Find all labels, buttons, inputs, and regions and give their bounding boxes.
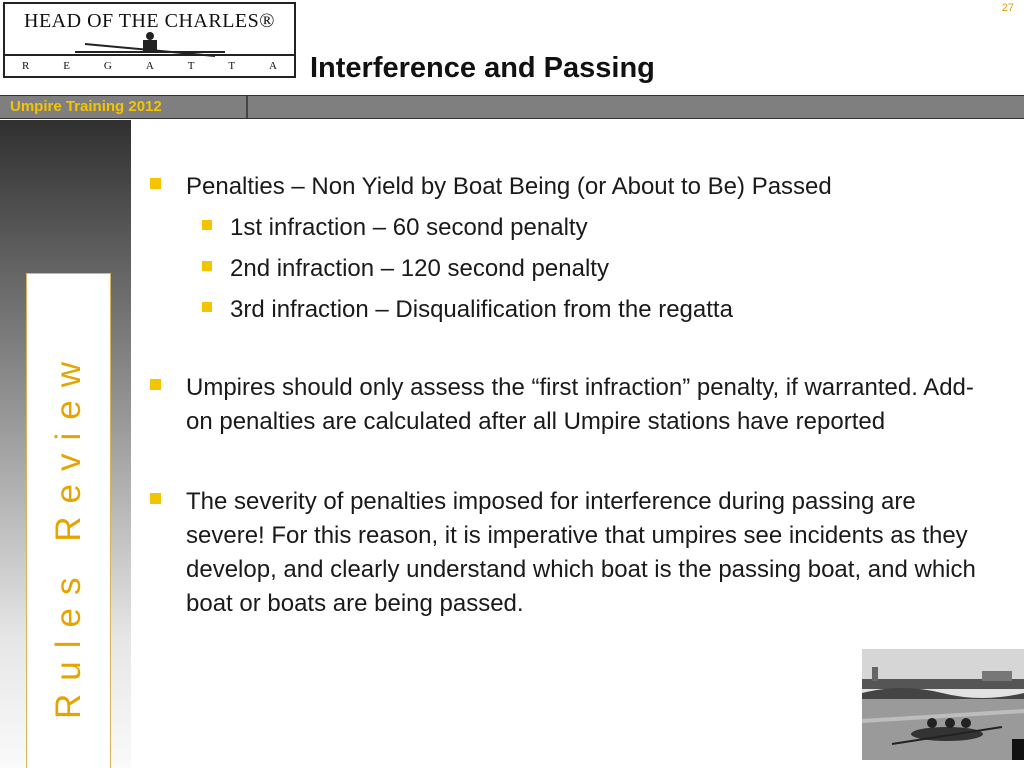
bullet-item — [150, 485, 990, 621]
rowing-photo — [862, 649, 1024, 760]
logo-letter: G — [103, 60, 112, 72]
bullet-text: The severity of penalties imposed for interference during passing are severe! For this reason, it is imperative that umpires see incidents as they develop, and clearly understand which boat is the passing boat, and which boat or boats are being passed. — [186, 488, 976, 617]
square-bullet-icon — [202, 220, 212, 230]
logo-letter: A — [269, 60, 277, 72]
slide-title: Interference and Passing — [310, 52, 655, 84]
square-bullet-icon — [202, 302, 212, 312]
logo-title: HEAD OF THE CHARLES® — [24, 10, 275, 32]
sub-bullet-text: 2nd infraction – 120 second penalty — [230, 255, 609, 282]
logo-letter: E — [63, 60, 70, 72]
sub-bullet-item — [150, 293, 990, 327]
square-bullet-icon — [202, 261, 212, 271]
sidebar — [0, 120, 131, 768]
sub-bullet-item — [150, 211, 990, 245]
logo-letter: T — [187, 60, 195, 72]
header-band-label: Umpire Training 2012 — [0, 96, 248, 118]
regatta-logo — [3, 2, 296, 78]
sidebar-box — [26, 273, 111, 768]
logo-letter: T — [228, 60, 236, 72]
logo-letter: R — [21, 60, 30, 72]
sub-bullet-text: 3rd infraction – Disqualification from the regatta — [230, 296, 733, 323]
sub-bullet-item — [150, 252, 990, 286]
slide-content — [150, 170, 990, 621]
bullet-item — [150, 170, 990, 204]
bullet-text: Umpires should only assess the “first infraction” penalty, if warranted. Add-on penalties are calculated after all Umpire stations have reported — [186, 374, 974, 435]
square-bullet-icon — [150, 379, 161, 390]
sub-bullet-text: 1st infraction – 60 second penalty — [230, 214, 588, 241]
logo-band — [5, 54, 294, 76]
slide-number: 27 — [1001, 2, 1014, 14]
bullet-item — [150, 371, 990, 439]
logo-letter: A — [145, 60, 154, 72]
square-bullet-icon — [150, 178, 161, 189]
square-bullet-icon — [150, 493, 161, 504]
bullet-text: Penalties – Non Yield by Boat Being (or About to Be) Passed — [186, 173, 832, 200]
header-band — [0, 95, 1024, 119]
sidebar-text: Rules Review — [48, 348, 88, 719]
